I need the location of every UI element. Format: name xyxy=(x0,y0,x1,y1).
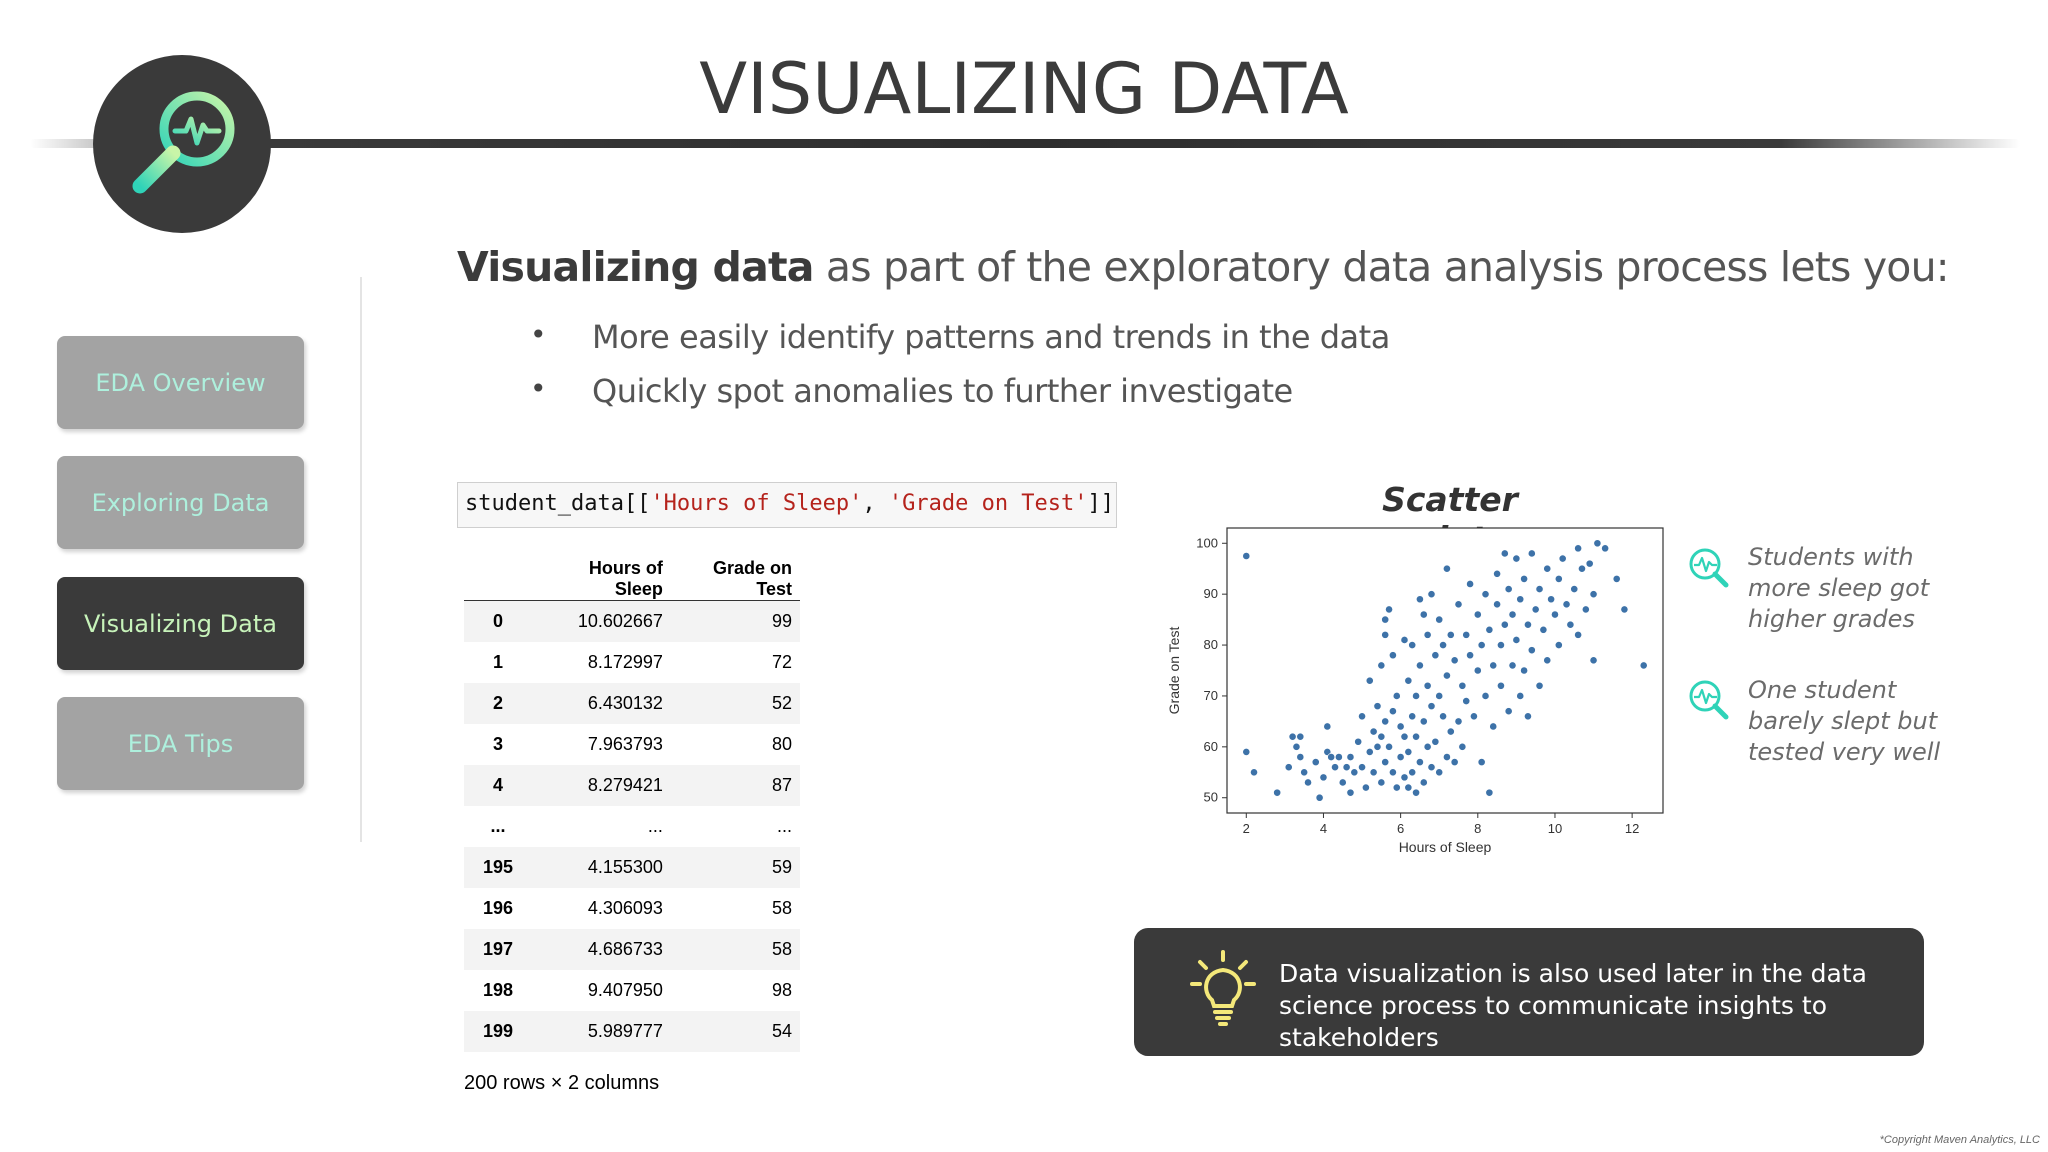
data-point xyxy=(1567,621,1574,628)
x-tick-label: 8 xyxy=(1474,821,1482,836)
data-point xyxy=(1474,667,1481,674)
data-point xyxy=(1432,738,1439,745)
data-point xyxy=(1331,764,1338,771)
data-point xyxy=(1370,728,1377,735)
data-point xyxy=(1528,550,1535,557)
data-point xyxy=(1439,641,1446,648)
data-point xyxy=(1366,748,1373,755)
data-point xyxy=(1316,794,1323,801)
data-point xyxy=(1520,667,1527,674)
data-point xyxy=(1243,552,1250,559)
data-point xyxy=(1370,769,1377,776)
data-point xyxy=(1401,636,1408,643)
data-point xyxy=(1575,631,1582,638)
data-point xyxy=(1463,631,1470,638)
y-tick-label: 90 xyxy=(1203,586,1218,602)
data-point xyxy=(1555,641,1562,648)
data-point xyxy=(1328,753,1335,760)
data-point xyxy=(1436,616,1443,623)
data-point xyxy=(1428,591,1435,598)
data-point xyxy=(1536,682,1543,689)
data-point xyxy=(1378,779,1385,786)
data-point xyxy=(1466,580,1473,587)
code-prefix: student_data[[ xyxy=(465,491,651,516)
intro-rest: as part of the exploratory data analysis process lets you: xyxy=(813,243,1949,291)
table-cell: 8.172997 xyxy=(587,651,663,672)
column-header: Grade on Test xyxy=(671,558,800,601)
data-point xyxy=(1501,550,1508,557)
data-point xyxy=(1455,718,1462,725)
row-index: 196 xyxy=(482,897,514,918)
data-point xyxy=(1405,784,1412,791)
data-point xyxy=(1382,759,1389,766)
table-cell: 80 xyxy=(771,733,792,754)
magnifier-pulse-icon xyxy=(93,55,271,233)
data-point xyxy=(1301,769,1308,776)
data-point xyxy=(1490,662,1497,669)
data-point xyxy=(1451,759,1458,766)
data-point xyxy=(1382,616,1389,623)
data-point xyxy=(1497,641,1504,648)
data-point xyxy=(1582,606,1589,613)
y-tick-label: 100 xyxy=(1196,535,1218,551)
data-point xyxy=(1482,591,1489,598)
sidebar-item-visualizing-data[interactable]: Visualizing Data xyxy=(57,577,304,670)
data-point xyxy=(1389,652,1396,659)
table-cell: 52 xyxy=(671,683,800,724)
data-point xyxy=(1358,764,1365,771)
data-point xyxy=(1409,769,1416,776)
y-axis-label: Grade on Test xyxy=(1166,626,1182,715)
code-sep: , xyxy=(862,491,889,516)
data-point xyxy=(1474,611,1481,618)
note-text: Data visualization is also used later in the data science process to communicate insights to stakeholders xyxy=(1279,959,1867,1052)
data-point xyxy=(1520,575,1527,582)
table-cell: 4.686733 xyxy=(532,929,671,970)
table-body xyxy=(464,601,800,1052)
data-point xyxy=(1513,555,1520,562)
table-row xyxy=(464,765,800,806)
table-row xyxy=(464,970,800,1011)
x-tick-label: 6 xyxy=(1397,821,1405,836)
sidebar-item-eda-overview[interactable]: EDA Overview xyxy=(57,336,304,429)
data-point xyxy=(1439,713,1446,720)
table-cell: 59 xyxy=(671,847,800,888)
data-point xyxy=(1412,789,1419,796)
row-index: 198 xyxy=(482,979,514,1000)
data-point xyxy=(1493,601,1500,608)
row-index: 197 xyxy=(464,929,532,970)
data-point xyxy=(1339,779,1346,786)
data-point xyxy=(1374,703,1381,710)
data-point xyxy=(1416,759,1423,766)
data-point xyxy=(1513,636,1520,643)
table-row xyxy=(464,601,800,642)
data-point xyxy=(1478,759,1485,766)
data-point xyxy=(1447,631,1454,638)
code-suffix: ]] xyxy=(1087,491,1115,516)
table-row xyxy=(464,724,800,765)
data-point xyxy=(1385,606,1392,613)
table-cell: ... xyxy=(776,815,792,836)
data-point xyxy=(1555,575,1562,582)
sidebar-divider xyxy=(360,277,362,842)
data-point xyxy=(1621,606,1628,613)
data-point xyxy=(1443,753,1450,760)
data-point xyxy=(1548,596,1555,603)
data-point xyxy=(1397,753,1404,760)
data-point xyxy=(1382,718,1389,725)
data-point xyxy=(1424,631,1431,638)
data-point xyxy=(1409,641,1416,648)
data-point xyxy=(1486,789,1493,796)
data-point xyxy=(1335,753,1342,760)
callout-text: One student barely slept but tested very well xyxy=(1748,676,1941,766)
data-point xyxy=(1478,641,1485,648)
data-point xyxy=(1393,692,1400,699)
data-point xyxy=(1459,682,1466,689)
data-point xyxy=(1482,692,1489,699)
data-point xyxy=(1343,764,1350,771)
row-index: 0 xyxy=(464,601,532,642)
lightbulb-icon xyxy=(1190,950,1256,1026)
y-tick-label: 80 xyxy=(1203,637,1218,653)
data-point xyxy=(1250,769,1257,776)
table-cell: 10.602667 xyxy=(532,601,671,642)
data-point xyxy=(1397,723,1404,730)
data-point xyxy=(1455,601,1462,608)
code-string: 'Grade on Test' xyxy=(888,491,1088,516)
data-point xyxy=(1385,743,1392,750)
table-cell: 58 xyxy=(771,897,792,918)
data-point xyxy=(1424,743,1431,750)
bullet-list xyxy=(530,318,1390,426)
data-point xyxy=(1490,723,1497,730)
callout-text: Students with more sleep got higher grades xyxy=(1748,543,1930,633)
data-point xyxy=(1297,733,1304,740)
table-cell: 54 xyxy=(671,1011,800,1052)
data-point xyxy=(1459,743,1466,750)
data-point xyxy=(1466,652,1473,659)
data-point xyxy=(1412,733,1419,740)
table-row xyxy=(464,806,800,847)
data-point xyxy=(1401,774,1408,781)
data-point xyxy=(1355,738,1362,745)
data-point xyxy=(1497,682,1504,689)
data-point xyxy=(1544,565,1551,572)
data-point xyxy=(1501,621,1508,628)
data-point xyxy=(1575,545,1582,552)
data-point xyxy=(1304,779,1311,786)
table-cell: 5.989777 xyxy=(532,1011,671,1052)
data-point xyxy=(1358,713,1365,720)
data-point xyxy=(1544,657,1551,664)
data-point xyxy=(1443,672,1450,679)
intro-text xyxy=(457,243,1949,291)
table-row xyxy=(464,642,800,683)
data-point xyxy=(1463,697,1470,704)
data-point xyxy=(1590,657,1597,664)
bullet-item: • More easily identify patterns and trends in the data xyxy=(530,318,1390,372)
data-point xyxy=(1289,733,1296,740)
table-footer: 200 rows × 2 columns xyxy=(464,1072,660,1094)
scatter-plot xyxy=(1165,522,1685,882)
data-point xyxy=(1486,626,1493,633)
table-row xyxy=(464,1011,800,1052)
y-tick-label: 70 xyxy=(1203,687,1218,703)
data-point xyxy=(1366,677,1373,684)
sidebar-item-eda-tips[interactable]: EDA Tips xyxy=(57,697,304,790)
data-point xyxy=(1451,657,1458,664)
data-point xyxy=(1428,764,1435,771)
pulse-search-icon xyxy=(1686,545,1732,591)
logo xyxy=(93,55,271,233)
data-point xyxy=(1405,677,1412,684)
data-point xyxy=(1393,784,1400,791)
y-tick-label: 60 xyxy=(1203,738,1218,754)
data-point xyxy=(1362,784,1369,791)
table-cell: 8.279421 xyxy=(532,765,671,806)
row-index: 4 xyxy=(464,765,532,806)
row-index: 3 xyxy=(492,733,503,754)
table-cell: 87 xyxy=(671,765,800,806)
data-point xyxy=(1374,743,1381,750)
title-divider xyxy=(30,139,2020,148)
data-point xyxy=(1640,662,1647,669)
data-point xyxy=(1420,779,1427,786)
data-point xyxy=(1517,596,1524,603)
data-point xyxy=(1420,718,1427,725)
data-point xyxy=(1493,570,1500,577)
data-point xyxy=(1382,631,1389,638)
data-point xyxy=(1436,769,1443,776)
data-point xyxy=(1578,565,1585,572)
data-point xyxy=(1378,733,1385,740)
data-point xyxy=(1389,708,1396,715)
page-title: VISUALIZING DATA xyxy=(699,48,1349,130)
table-row xyxy=(464,929,800,970)
data-point xyxy=(1412,692,1419,699)
data-point xyxy=(1470,713,1477,720)
table-cell: 9.407950 xyxy=(587,979,663,1000)
data-point xyxy=(1320,774,1327,781)
table-cell: 6.430132 xyxy=(532,683,671,724)
code-snippet xyxy=(457,482,1117,528)
x-tick-label: 2 xyxy=(1242,821,1250,836)
data-point xyxy=(1447,728,1454,735)
data-point xyxy=(1285,764,1292,771)
data-point xyxy=(1405,748,1412,755)
table-row xyxy=(464,683,800,724)
data-point xyxy=(1528,647,1535,654)
data-point xyxy=(1274,789,1281,796)
data-point xyxy=(1563,601,1570,608)
x-tick-label: 12 xyxy=(1624,821,1640,836)
data-point xyxy=(1524,713,1531,720)
table-cell: 98 xyxy=(771,979,792,1000)
row-index: 1 xyxy=(492,651,503,672)
data-point xyxy=(1505,708,1512,715)
data-point xyxy=(1312,759,1319,766)
row-index: 199 xyxy=(464,1011,532,1052)
table-cell: 4.306093 xyxy=(587,897,663,918)
data-point xyxy=(1517,692,1524,699)
intro-bold: Visualizing data xyxy=(457,243,814,291)
data-point xyxy=(1505,585,1512,592)
data-point xyxy=(1409,713,1416,720)
data-point xyxy=(1401,733,1408,740)
data-point xyxy=(1559,555,1566,562)
data-point xyxy=(1540,626,1547,633)
data-point xyxy=(1509,611,1516,618)
bullet-item: • Quickly spot anomalies to further investigate xyxy=(530,372,1390,426)
data-point xyxy=(1351,769,1358,776)
pulse-search-icon xyxy=(1686,677,1732,723)
index-header xyxy=(464,558,532,601)
data-point xyxy=(1389,769,1396,776)
x-tick-label: 10 xyxy=(1547,821,1563,836)
data-table xyxy=(464,558,800,1052)
data-point xyxy=(1432,652,1439,659)
column-header: Hours of Sleep xyxy=(532,558,671,601)
data-point xyxy=(1571,585,1578,592)
data-point xyxy=(1536,585,1543,592)
data-point xyxy=(1524,621,1531,628)
data-point xyxy=(1594,540,1601,547)
data-point xyxy=(1551,611,1558,618)
table-row xyxy=(464,888,800,929)
data-point xyxy=(1347,753,1354,760)
data-point xyxy=(1416,662,1423,669)
copyright: *Copyright Maven Analytics, LLC xyxy=(1879,1134,2040,1146)
data-point xyxy=(1243,748,1250,755)
data-point xyxy=(1420,611,1427,618)
data-point xyxy=(1590,591,1597,598)
data-point xyxy=(1378,662,1385,669)
data-point xyxy=(1428,703,1435,710)
data-point xyxy=(1436,692,1443,699)
code-string: 'Hours of Sleep' xyxy=(650,491,863,516)
y-tick-label: 50 xyxy=(1203,789,1218,805)
data-point xyxy=(1613,575,1620,582)
data-point xyxy=(1416,596,1423,603)
table-cell: ... xyxy=(647,815,663,836)
data-point xyxy=(1586,560,1593,567)
sidebar-item-exploring-data[interactable]: Exploring Data xyxy=(57,456,304,549)
row-index: ... xyxy=(490,815,506,836)
data-point xyxy=(1347,789,1354,796)
table-cell: 58 xyxy=(671,929,800,970)
data-point xyxy=(1602,545,1609,552)
row-index: 195 xyxy=(464,847,532,888)
data-point xyxy=(1443,565,1450,572)
data-point xyxy=(1297,753,1304,760)
data-point xyxy=(1293,743,1300,750)
x-tick-label: 4 xyxy=(1319,821,1328,836)
table-cell: 99 xyxy=(671,601,800,642)
table-row xyxy=(464,847,800,888)
chart-title: Scatter xyxy=(1382,480,1518,519)
data-point xyxy=(1324,723,1331,730)
x-axis-label: Hours of Sleep xyxy=(1398,839,1492,855)
data-point xyxy=(1532,606,1539,613)
row-index: 2 xyxy=(464,683,532,724)
table-cell: 72 xyxy=(771,651,792,672)
table-cell: 7.963793 xyxy=(587,733,663,754)
data-point xyxy=(1424,682,1431,689)
table-cell: 4.155300 xyxy=(532,847,671,888)
data-point xyxy=(1509,662,1516,669)
